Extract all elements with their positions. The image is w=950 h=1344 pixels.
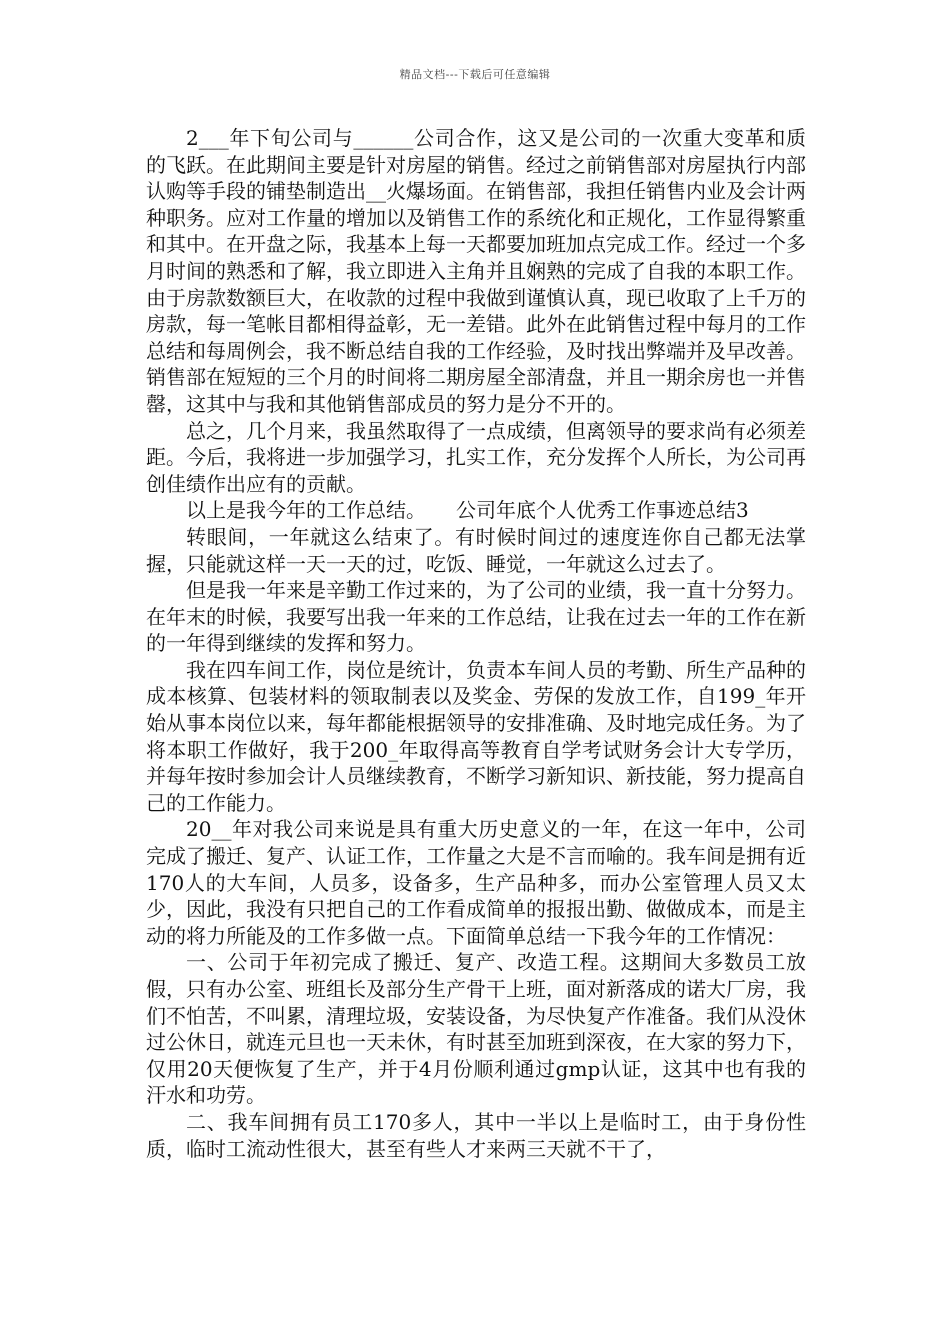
paragraph-summary-title: 以上是我今年的工作总结。 公司年底个人优秀工作事迹总结3 bbox=[186, 498, 749, 523]
page-header: 精品文档---下载后可任意编辑 bbox=[399, 68, 551, 81]
document-body bbox=[146, 125, 806, 1162]
paragraph-summary-conclusion: 总之，几个月来，我虽然取得了一点成绩，但离领导的要求尚有必须差距。今后，我将进一步加强学习，扎实工作，充分发挥个人所长，为公司再创佳绩作出应有的贡献。 bbox=[146, 418, 806, 496]
paragraph-year-passed: 转眼间，一年就这么结束了。有时候时间过的速度连你自己都无法掌握，只能就这样一天一天的过，吃饭、睡觉，一年就这么过去了。 bbox=[146, 524, 806, 576]
paragraph-workshop-role: 我在四车间工作，岗位是统计，负责本车间人员的考勤、所生产品种的成本核算、包装材料的领取制表以及奖金、劳保的发放工作，自199_年开始从事本岗位以来，每年都能根据领导的安排准确、及时地完成任务。为了将本职工作做好，我于200_年取得高等教育自学考试财务会计大专学历，并每年按时参加会计人员继续教育，不断学习新知识、新技能，努力提高自己的工作能力。 bbox=[146, 657, 806, 815]
paragraph-historic-year: 20__年对我公司来说是具有重大历史意义的一年，在这一年中，公司完成了搬迁、复产、认证工作，工作量之大是不言而喻的。我车间是拥有近170人的大车间，人员多，设备多，生产品种多，而办公室管理人员又太少，因此，我没有只把自己的工作看成简单的报报出勤、做做成本，而是主动的将力所能及的工作多做一点。下面简单总结一下我今年的工作情况： bbox=[146, 817, 806, 948]
paragraph-staff: 二、我车间拥有员工170多人，其中一半以上是临时工，由于身份性质，临时工流动性很大，甚至有些人才来两三天就不干了， bbox=[146, 1109, 806, 1161]
paragraph-relocation: 一、公司于年初完成了搬迁、复产、改造工程。这期间大多数员工放假，只有办公室、班组长及部分生产骨干上班，面对新落成的诺大厂房，我们不怕苦，不叫累，清理垃圾，安装设备，为尽快复产作准备。我们从没休过公休日，就连元旦也一天未休，有时甚至加班到深夜，在大家的努力下，仅用20天便恢复了生产，并于4月份顺利通过gmp认证，这其中也有我的汗水和功劳。 bbox=[146, 950, 806, 1108]
paragraph-sales-cooperation: 2___年下旬公司与______公司合作，这又是公司的一次重大变革和质的飞跃。在此期间主要是针对房屋的销售。经过之前销售部对房屋执行内部认购等手段的铺垫制造出__火爆场面。在销售部，我担任销售内业及会计两种职务。应对工作量的增加以及销售工作的系统化和正规化，工作显得繁重和其中。在开盘之际，我基本上每一天都要加班加点完成工作。经过一个多月时间的熟悉和了解，我立即进入主角并且娴熟的完成了自我的本职工作。由于房款数额巨大，在收款的过程中我做到谨慎认真，现已收取了上千万的房款，每一笔帐目都相得益彰，无一差错。此外在此销售过程中每月的工作总结和每周例会，我不断总结自我的工作经验，及时找出弊端并及早改善。销售部在短短的三个月的时间将二期房屋全部清盘，并且一期余房也一并售罄，这其中与我和其他销售部成员的努力是分不开的。 bbox=[146, 126, 806, 416]
paragraph-hard-work: 但是我一年来是辛勤工作过来的，为了公司的业绩，我一直十分努力。在年末的时候，我要写出我一年来的工作总结，让我在过去一年的工作在新的一年得到继续的发挥和努力。 bbox=[146, 578, 806, 656]
